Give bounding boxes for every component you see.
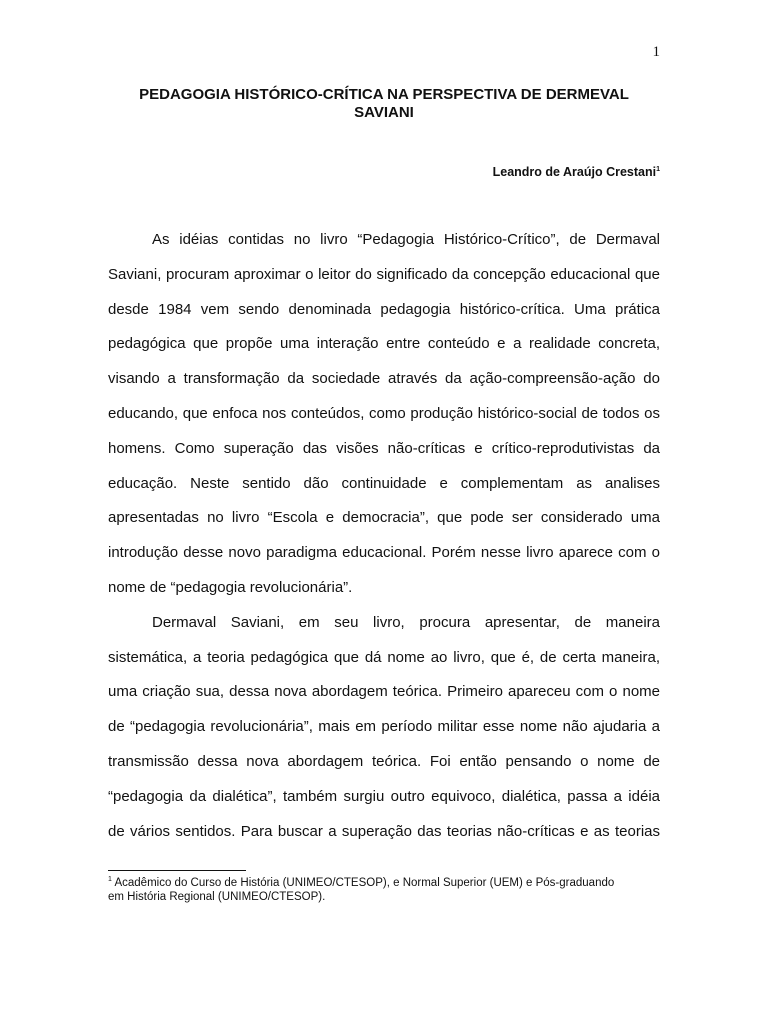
document-title	[108, 86, 660, 122]
footnote-mark: 1	[108, 876, 112, 884]
paragraph-line: de “pedagogia revolucionária”, mais em período militar esse nome não ajudaria a	[108, 718, 660, 736]
paragraph-2	[108, 606, 660, 850]
paragraph-line: uma criação sua, dessa nova abordagem teórica. Primeiro apareceu com o nome	[108, 683, 660, 701]
paragraph-line: desde 1984 vem sendo denominada pedagogia histórico-crítica. Uma prática	[108, 300, 660, 318]
body-text	[108, 223, 660, 849]
paragraph-line: Saviani, procuram aproximar o leitor do significado da concepção educacional que	[108, 265, 660, 283]
title-line-1: PEDAGOGIA HISTÓRICO-CRÍTICA NA PERSPECTIVA DE DERMEVAL	[139, 86, 629, 103]
paragraph-line: introdução desse novo paradigma educacional. Porém nesse livro aparece com o	[108, 544, 660, 562]
paragraph-1	[108, 223, 660, 606]
footnote-text-1: Acadêmico do Curso de História (UNIMEO/CTESOP), e Normal Superior (UEM) e Pós-graduando	[111, 877, 615, 889]
author-name-text: Leandro de Araújo Crestani	[492, 165, 657, 179]
footnote-line-2: em História Regional (UNIMEO/CTESOP).	[108, 891, 326, 903]
paragraph-line: educação. Neste sentido dão continuidade e complementam as analises	[108, 474, 660, 492]
paragraph-line: pedagógica que propõe uma interação entre conteúdo e a realidade concreta,	[108, 335, 660, 353]
author-footnote-mark: 1	[656, 165, 660, 173]
paragraph-line: visando a transformação da sociedade através da ação-compreensão-ação do	[108, 370, 660, 388]
paragraph-line: de vários sentidos. Para buscar a superação das teorias não-críticas e as teorias	[108, 822, 660, 840]
paragraph-line: apresentadas no livro “Escola e democracia”, que pode ser considerado uma	[108, 509, 660, 527]
paragraph-line: homens. Como superação das visões não-críticas e crítico-reprodutivistas da	[108, 439, 660, 457]
paragraph-line: As idéias contidas no livro “Pedagogia Histórico-Crítico”, de Dermaval	[152, 231, 660, 248]
paragraph-line: transmissão dessa nova abordagem teórica. Foi então pensando o nome de	[108, 752, 660, 770]
paragraph-line: nome de “pedagogia revolucionária”.	[108, 578, 353, 596]
paragraph-line: sistemática, a teoria pedagógica que dá nome ao livro, que é, de certa maneira,	[108, 648, 660, 666]
title-line-2: SAVIANI	[354, 104, 414, 121]
paragraph-line: Dermaval Saviani, em seu livro, procura apresentar, de maneira	[152, 613, 660, 631]
page-number: 1	[652, 44, 660, 60]
footnote-separator	[108, 870, 246, 871]
author-name	[493, 165, 660, 179]
footnote	[108, 876, 660, 904]
footnote-line-1	[108, 876, 660, 890]
paragraph-line: educando, que enfoca nos conteúdos, como produção histórico-social de todos os	[108, 404, 660, 422]
paragraph-line: “pedagogia da dialética”, também surgiu outro equivoco, dialética, passa a idéia	[108, 787, 660, 805]
